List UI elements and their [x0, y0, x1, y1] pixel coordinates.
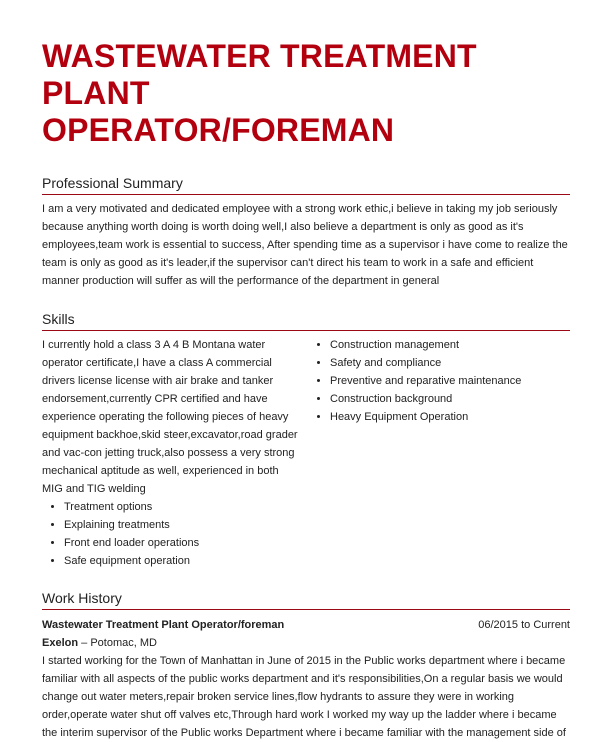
skill-item: • Front end loader operations [64, 534, 300, 552]
title-line-1: WASTEWATER TREATMENT PLANT [42, 38, 477, 111]
title-line-2: OPERATOR/FOREMAN [42, 112, 395, 148]
job-company [42, 634, 570, 652]
skills-left-column [42, 336, 300, 570]
summary-text: I am a very motivated and dedicated employee with a strong work ethic,i believe in taking my job seriously because anything worth doing is worth doing well,I also believe a department is only as good as it's employees,team work is essential to success, After spending time as a supervisor i have come to realize the team is only as good as it's leader,if the supervisor can't direct his team to work in a safe and efficient manner production will suffer as will the performance of the department in general [42, 203, 568, 287]
company-name: Exelon [42, 637, 79, 649]
section-heading: Professional Summary [42, 175, 570, 195]
skills-intro: I currently hold a class 3 A 4 B Montana water operator certificate,I have a class A commercial drivers license license with air brake and tanker endorsement,currently CPR certified and have experience operating the following pieces of heavy equipment backhoe,skid steer,excavator,road grader and vac-con jetting truck,also possess a very strong mechanical aptitude as well, experienced in both MIG and TIG welding [42, 339, 298, 495]
skill-item: • Safety and compliance [330, 354, 521, 372]
job-entry [42, 616, 570, 742]
skill-item: • Explaining treatments [64, 516, 300, 534]
skill-item: • Preventive and reparative maintenance [330, 372, 521, 390]
skills-left-list [42, 498, 300, 570]
job-dates: 06/2015 to Current [478, 619, 570, 631]
skills-right-list [316, 336, 521, 426]
skill-item: • Construction background [330, 390, 521, 408]
resume-title [42, 38, 570, 149]
skill-item: • Treatment options [64, 498, 300, 516]
job-description: I started working for the Town of Manhattan in June of 2015 in the Public works department where i became familiar with all aspects of the public works department and it's responsibilities,On a regular basis we would change out water meters,repair broken service lines,flow hydrants to assure they were in working order,operate water shut off valves etc,Through hard work I worked my way up the ladder where i became the interim supervisor of the Public works Department where i became familiar with the management side of [42, 655, 566, 739]
skill-item: • Construction management [330, 336, 521, 354]
section-heading: Work History [42, 590, 570, 610]
skill-item: • Safe equipment operation [64, 552, 300, 570]
skills-section [42, 311, 570, 570]
skills-right-column [316, 336, 521, 570]
company-location: – Potomac, MD [81, 637, 157, 649]
skill-item: • Heavy Equipment Operation [330, 408, 521, 426]
work-history-section [42, 590, 570, 742]
job-title: Wastewater Treatment Plant Operator/foreman [42, 619, 285, 631]
section-heading: Skills [42, 311, 570, 331]
professional-summary-section [42, 175, 570, 290]
